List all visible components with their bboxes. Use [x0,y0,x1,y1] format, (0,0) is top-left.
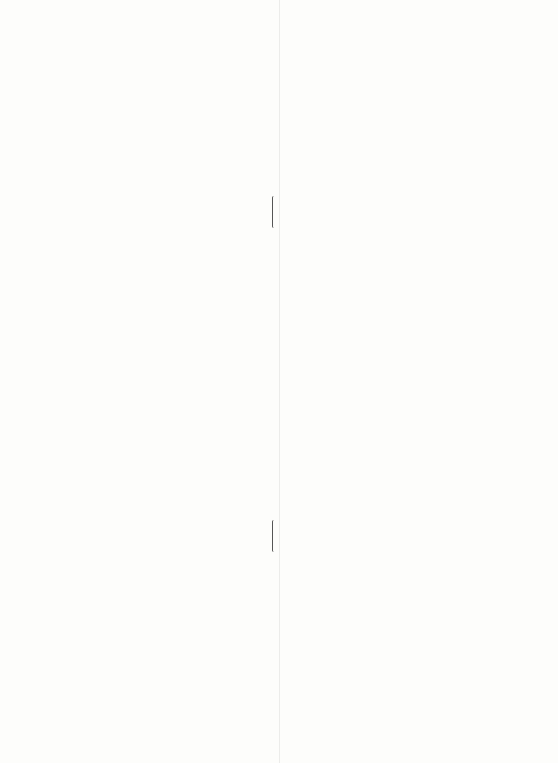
page-fold [279,0,280,763]
right-page-column [299,6,551,54]
binding-mark [272,196,276,228]
left-page-column [16,6,268,26]
binding-mark [272,520,276,552]
